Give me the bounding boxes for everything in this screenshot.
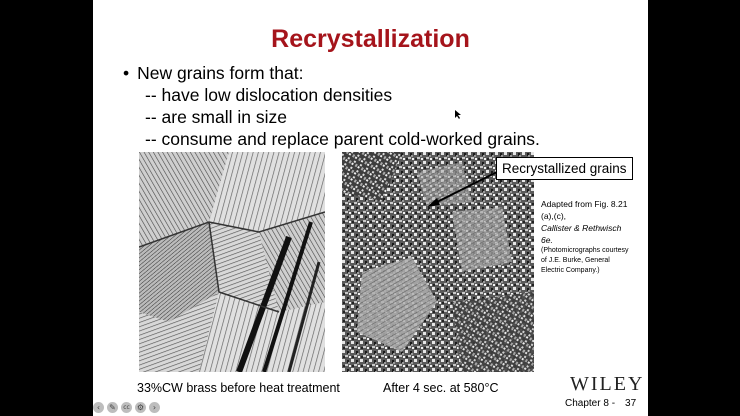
slide-title: Recrystallization: [271, 25, 470, 53]
figure-credit: [541, 198, 631, 276]
sub-bullet-1: -- have low dislocation densities: [145, 85, 393, 105]
chapter-label: Chapter 8 -: [565, 398, 616, 409]
bullet-list: [123, 62, 540, 150]
captions-icon[interactable]: cc: [121, 402, 132, 413]
recrystallized-grains-label: Recrystallized grains: [496, 157, 633, 180]
caption-left: 33%CW brass before heat treatment: [137, 381, 340, 395]
slide: [93, 0, 648, 416]
wiley-logo: WILEY: [570, 373, 645, 395]
credit-courtesy: (Photomicrographs courtesy of J.E. Burke, General Electric Company.): [541, 247, 629, 274]
pen-icon[interactable]: ✎: [107, 402, 118, 413]
bullet-item: [123, 62, 540, 84]
settings-icon[interactable]: ⚙: [136, 403, 145, 412]
slide-footer: [565, 398, 636, 409]
caption-right: After 4 sec. at 580°C: [383, 381, 499, 395]
sub-bullet-3: -- consume and replace parent cold-worked grains.: [145, 129, 540, 149]
credit-authors: Callister & Rethwisch 6e.: [541, 223, 622, 245]
page-number: 37: [625, 398, 637, 409]
cold-worked-brass-micrograph: [139, 152, 325, 372]
mouse-cursor-icon: [455, 110, 461, 119]
credit-source: Adapted from Fig. 8.21 (a),(c),: [541, 199, 628, 221]
bullet-text: New grains form that:: [137, 63, 304, 83]
sub-bullet-2: -- are small in size: [145, 107, 287, 127]
callout-arrow-icon: [423, 160, 503, 210]
presentation-controls: [93, 402, 160, 413]
forward-icon[interactable]: ›: [149, 402, 160, 413]
back-icon[interactable]: ‹: [93, 402, 104, 413]
bullet-marker: •: [123, 63, 130, 83]
